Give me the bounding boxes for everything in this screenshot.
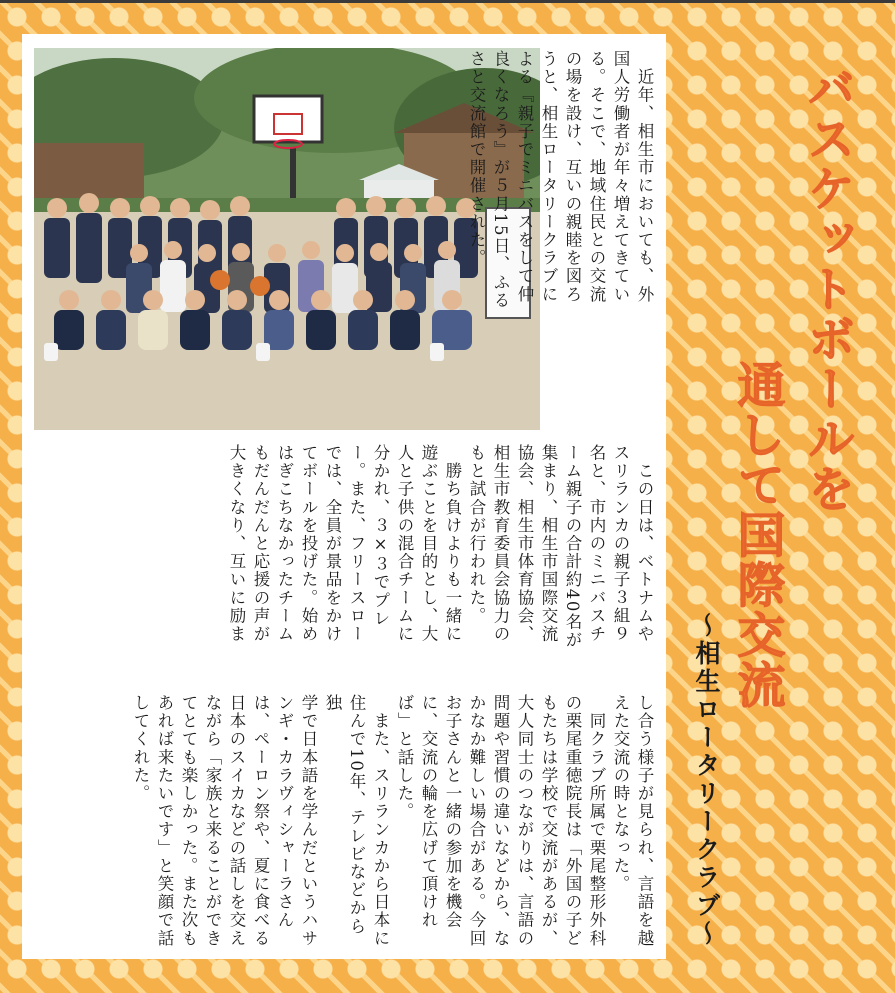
article-column-2: この日は、ベトナムや スリランカの親子３組９ 名と、市内のミニバスチ ーム親子の合計約40名が 集まり、相生市国際交流 協会、相生市体育協会、 相生市教育委員会協力の もと試合が行われた。 勝ち負けよりも一緒に 遊ぶことを目的とし、大 人と子供の混合チームに 分かれ、３×３でプレ ー。また、フリースロー では、全員が景品をかけ てボールを投げた。始め はぎこちなかったチーム もだんだんと応援の声が 大きくなり、互いに励ま [227, 444, 654, 650]
article-column-1: 近年、相生市においても、外 国人労働者が年々増えてきてい る。そこで、地域住民との交流 の場を設け、互いの親睦を図ろ うと、相生ロータリークラブに よる『親子でミニバスをして仲 良くなろう』が５月15日、ふる さと交流館で開催された。 [467, 50, 654, 310]
subheadline: 〜相生ロータリークラブ〜 [692, 612, 721, 948]
headline-line-2: 通して国際交流 [729, 360, 785, 710]
article-panel [22, 34, 666, 959]
article-column-3: し合う様子が見られ、言語を越 えた交流の時となった。 同クラブ所属で栗尾整形外科 の栗尾重徳院長は「外国の子ど もたちは学校で交流があるが、 大人同士のつながりは、言語の 問題や習慣の違いなどから、な かなか難しい場合がある。今回 お子さんと一緒の参加を機会 に、交流の輪を広げて頂けれ ば」と話した。 また、スリランカから日本に 住んで10年、テレビなどから独 学で日本語を学んだというハサ ンギ・カラヴィシャーラさん は、ペーロン祭や、夏に食べる 日本のスイカなどの話しを交え ながら「家族と来ることができ てとても楽しかった。また次も あれば来たいです」と笑顔で話 してくれた。 [131, 694, 654, 948]
top-rule [0, 0, 895, 3]
headline-line-1: バスケットボールを [799, 64, 855, 514]
